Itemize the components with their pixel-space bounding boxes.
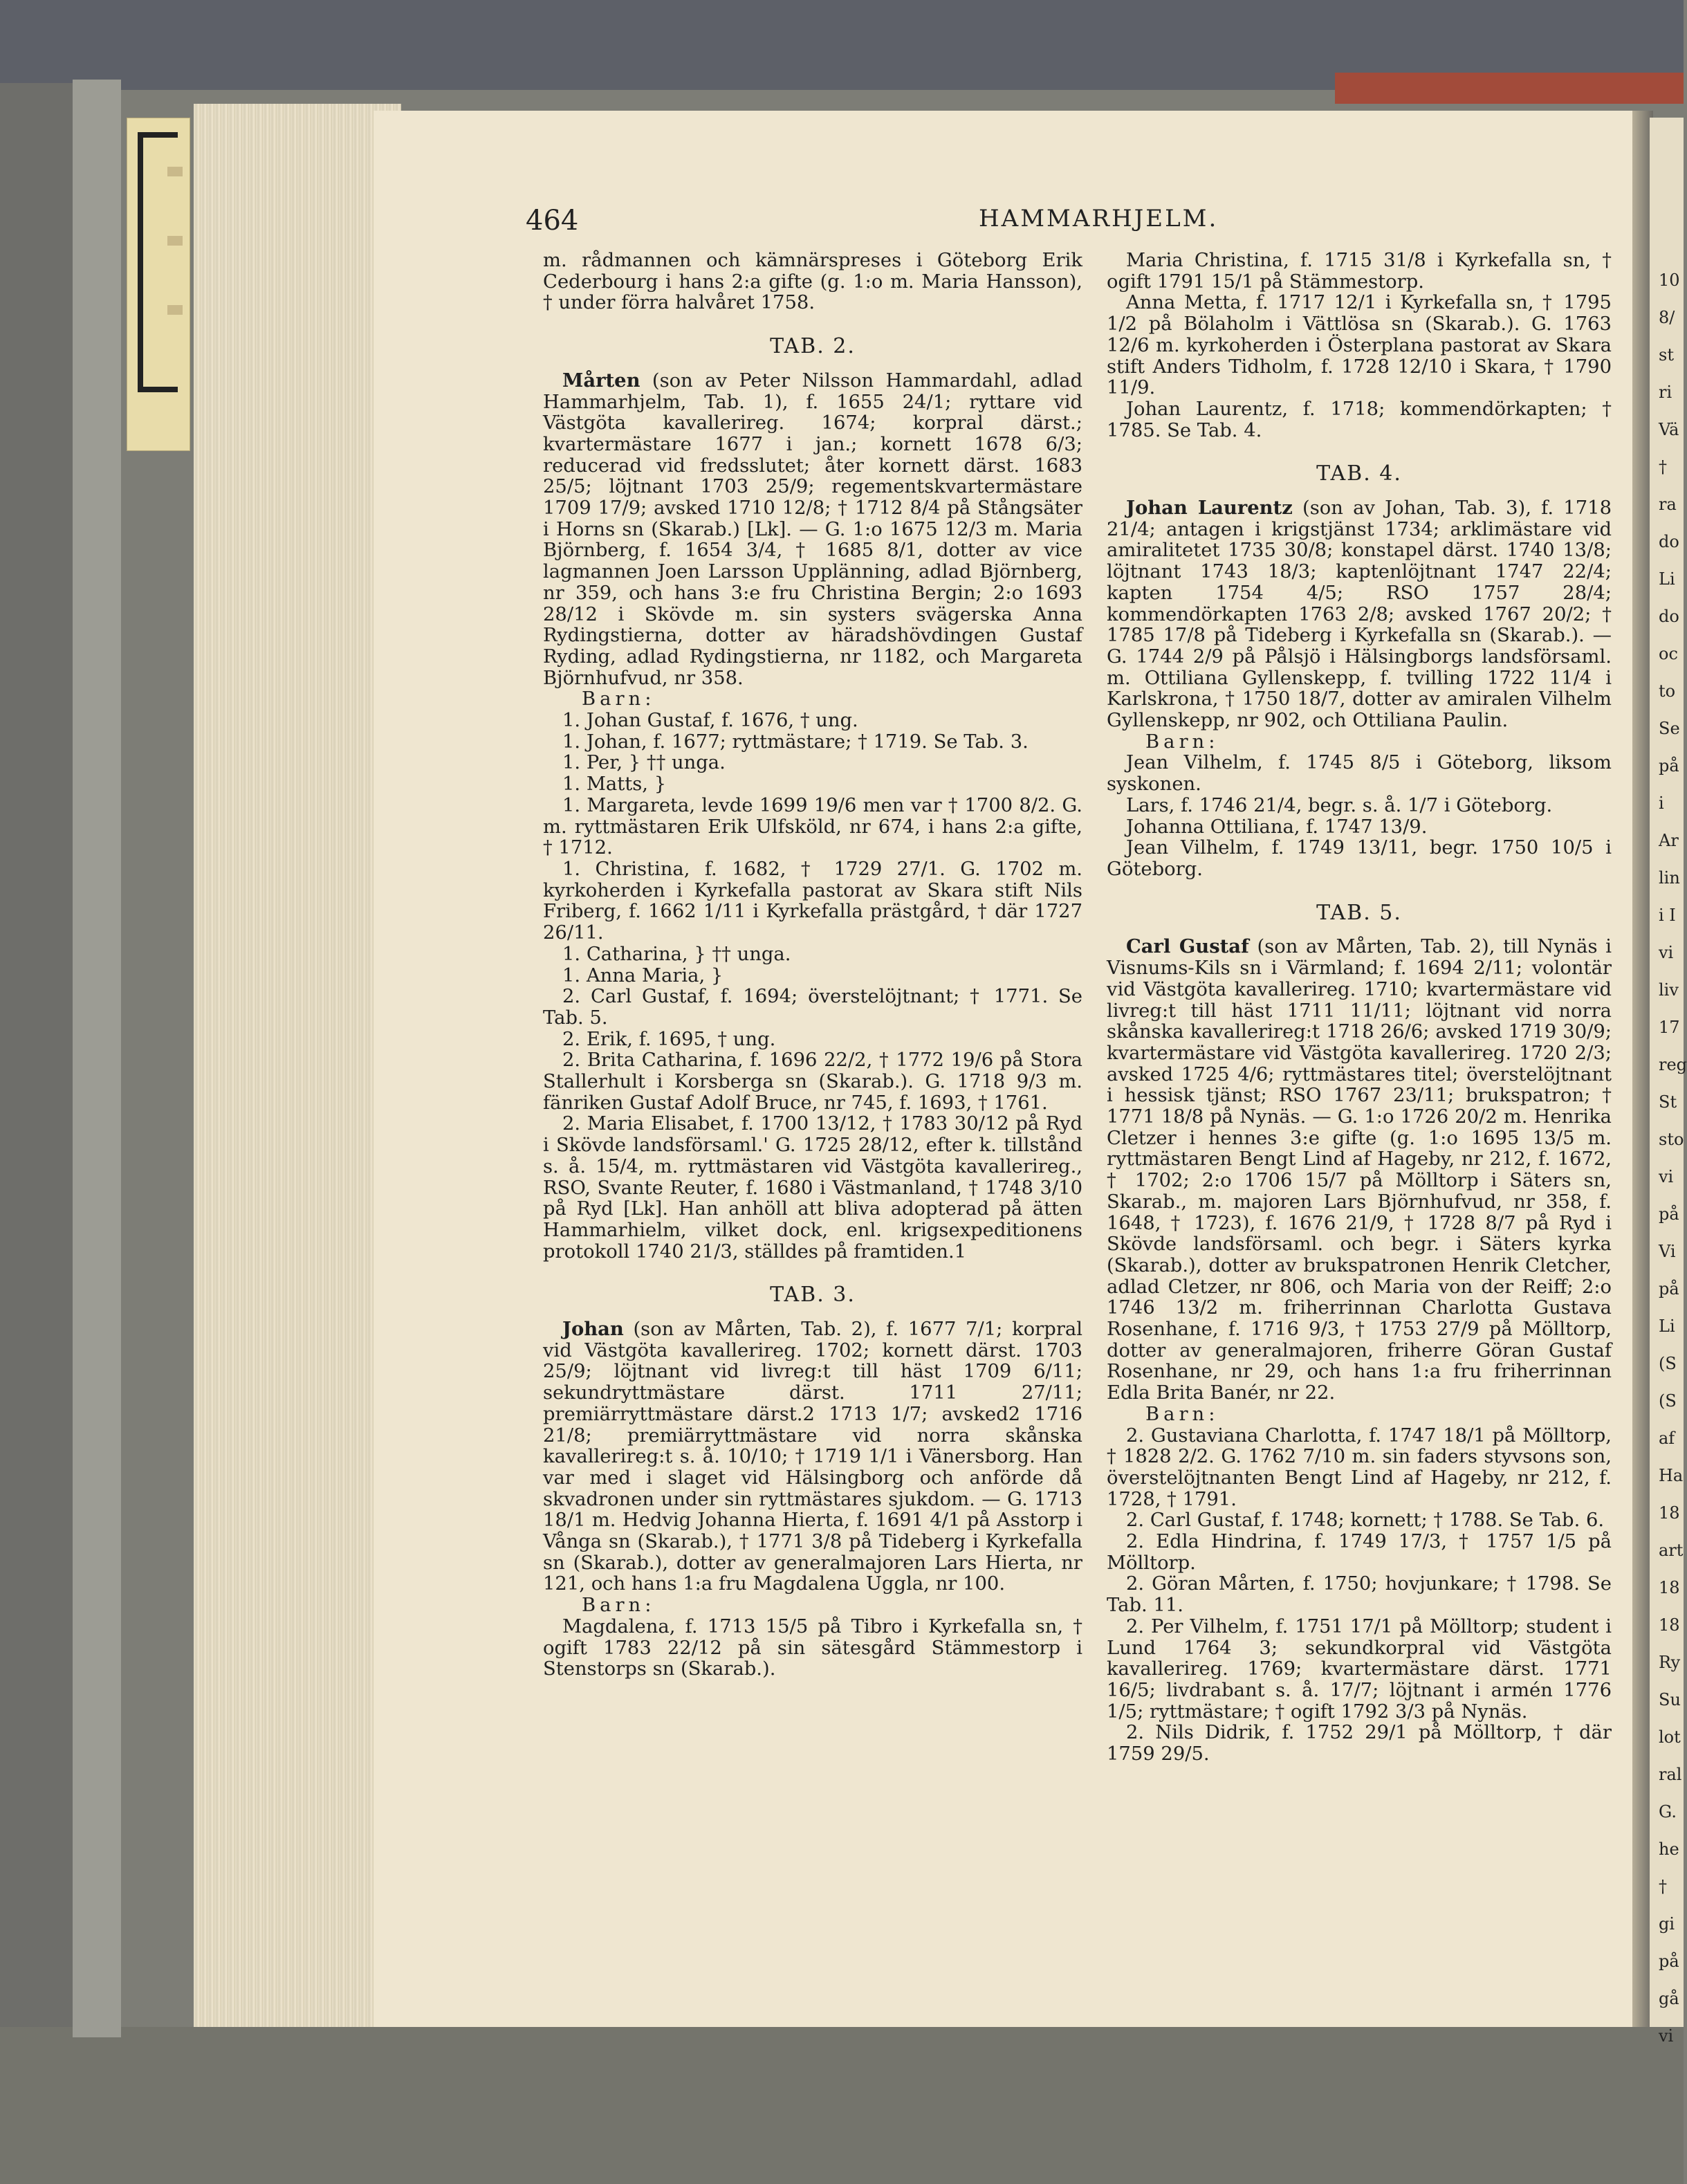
- children-heading: Barn:: [582, 1595, 656, 1617]
- next-page-fragment: vi: [1659, 943, 1674, 962]
- next-page-fragment: ri: [1659, 383, 1672, 402]
- child-entry: Lars, f. 1746 21/4, begr. s. å. 1/7 i Göteborg.: [1126, 794, 1553, 816]
- next-page-fragment: Vi: [1659, 1242, 1676, 1261]
- entry-name: Johan Laurentz: [1126, 497, 1293, 520]
- bookmark-line: [167, 236, 183, 246]
- child-entry: 1. Catharina, } †† unga.: [562, 943, 791, 965]
- child-entry: Magdalena, f. 1713 15/5 på Tibro i Kyrkefalla sn, † ogift 1783 22/12 på sin sätesgård Stämmestorp i Stenstorps sn (Skarab.).: [543, 1615, 1082, 1680]
- child-entry: 2. Göran Mårten, f. 1750; hovjunkare; † 1798. Se Tab. 11.: [1107, 1573, 1612, 1617]
- bookmark-line: [167, 167, 183, 176]
- section-heading: TAB. 2.: [770, 334, 856, 359]
- next-page-fragment: St: [1659, 1092, 1677, 1112]
- child-entry: 1. Johan Gustaf, f. 1676, † ung.: [562, 710, 858, 732]
- next-page-fragment: 18: [1659, 1615, 1680, 1635]
- next-page-fragment: 18: [1659, 1503, 1680, 1523]
- child-entry: 1. Margareta, levde 1699 19/6 men var † 1700 8/2. G. m. ryttmästaren Erik Ulfsköld, nr 674, i hans 2:a gifte, † 1712.: [543, 794, 1082, 859]
- next-page-fragment: på: [1659, 1204, 1679, 1224]
- cover-strip: [1335, 73, 1684, 104]
- page-edges: [194, 104, 401, 2027]
- child-entry: 2. Gustaviana Charlotta, f. 1747 18/1 på Mölltorp, † 1828 2/2. G. 1762 7/10 m. sin faders styvsons son, överstelöjtnanten Bengt Lind af Hageby, nr 212, f. 1728, † 1791.: [1107, 1424, 1612, 1510]
- next-page-fragment: 10: [1659, 270, 1680, 290]
- next-page-fragment: art: [1659, 1541, 1684, 1560]
- entry-name: Mårten: [562, 369, 640, 392]
- child-entry: 1. Matts, }: [562, 773, 667, 796]
- entry-name: Johan: [562, 1318, 624, 1341]
- next-page-fragment: ral: [1659, 1765, 1682, 1784]
- next-page-fragment: Ar: [1659, 831, 1679, 850]
- next-page-fragment: Se: [1659, 719, 1680, 738]
- next-page-fragment: lin: [1659, 868, 1680, 888]
- children-heading: Barn:: [582, 688, 656, 710]
- next-page-fragment: Su: [1659, 1690, 1681, 1709]
- child-entry: 1. Per, } †† unga.: [562, 752, 726, 774]
- next-page-fragment: af: [1659, 1429, 1675, 1448]
- background-left: [0, 83, 83, 2117]
- next-page-fragment: oc: [1659, 644, 1678, 663]
- page-number: 464: [526, 205, 579, 237]
- next-page-fragment: st: [1659, 345, 1674, 365]
- paragraph: Carl Gustaf (son av Mårten, Tab. 2), till Nynäs i Visnums-Kils sn i Värmland; f. 1694 2/11; volontär vid Västgöta kavallerireg. 1710; kvartermästare vid livreg:t till häst 1711 11/11; löjtnant vid norra skånska kavallerireg:t 1718 26/6; avsked 1719 30/9; kvartermästare vid Västgöta kavallerireg. 1720 2/3; avsked 1725 4/6; ryttmästares titel; överstelöjtnant i hessisk tjänst; RSO 1767 23/11; brukspatron; † 1771 18/8 på Nynäs. — G. 1:o 1726 20/2 m. Henrika Cletzer i hennes 3:e gifte (g. 1:o 1695 13/5 m. ryttmästaren Bengt Lind af Hageby, nr 212, f. 1672, † 1702; 2:o 1706 15/7 på Mölltorp i Säters sn, Skarab., m. majoren Lars Björnhufvud, nr 358, f. 1648, † 1723), f. 1676 21/9, † 1728 8/7 på Ryd i Skövde landsförsaml. och begr. i Säters kyrka (Skarab.), dotter av brukspatronen Henrik Cletcher, adlad Cletzer, nr 806, och Maria von der Reiff; 2:o 1746 13/2 m. friherrinnan Charlotta Gustava Rosenhane, f. 1716 9/3, † 1753 27/9 på Mölltorp, dotter av generalmajoren, friherre Göran Gustaf Rosenhane, nr 29, och hans 1:a fru friherrinnan Edla Brita Banér, nr 22.: [1107, 935, 1612, 1404]
- next-page-fragment: Li: [1659, 1316, 1675, 1336]
- right-column: [1107, 250, 1612, 1765]
- child-entry: 1. Johan, f. 1677; ryttmästare; † 1719. Se Tab. 3.: [562, 731, 1029, 753]
- child-entry: 2. Nils Didrik, f. 1752 29/1 på Mölltorp, † där 1759 29/5.: [1107, 1722, 1612, 1765]
- section-heading: TAB. 3.: [770, 1283, 856, 1307]
- next-page-fragment: reg: [1659, 1055, 1687, 1074]
- next-page-fragment: på: [1659, 1279, 1679, 1299]
- child-entry: Johan Laurentz, f. 1718; kommendörkapten; † 1785. Se Tab. 4.: [1107, 398, 1612, 441]
- next-page-fragment: to: [1659, 681, 1676, 701]
- paragraph: Johan Laurentz (son av Johan, Tab. 3), f. 1718 21/4; antagen i krigstjänst 1734; arklimästare vid amiralitetet 1735 30/8; konstapel därst. 1740 13/8; löjtnant 1743 18/3; kaptenlöjtnant 1747 22/4; kapten 1754 4/5; RSO 1757 28/4; kommendörkapten 1763 2/8; avsked 1767 20/2; † 1785 17/8 på Tideberg i Kyrkefalla sn (Skarab.). — G. 1744 2/9 på Pålsjö i Hälsingborgs landsförsaml. m. Ottiliana Gyllenskepp, f. tvilling 1722 11/4 i Karlskrona, † 1750 18/7, dotter av amiralen Vilhelm Gyllenskepp, nr 902, och Ottiliana Paulin.: [1107, 497, 1612, 732]
- next-page-fragment: på: [1659, 756, 1679, 776]
- child-entry: 1. Anna Maria, }: [562, 964, 723, 987]
- child-entry: Johanna Ottiliana, f. 1747 13/9.: [1126, 816, 1428, 838]
- entry-name: Carl Gustaf: [1126, 935, 1249, 958]
- next-page-fragment: 18: [1659, 1578, 1680, 1597]
- child-entry: 2. Carl Gustaf, f. 1748; kornett; † 1788. Se Tab. 6.: [1126, 1509, 1605, 1532]
- next-page-fragment: lot: [1659, 1727, 1681, 1747]
- child-entry: Anna Metta, f. 1717 12/1 i Kyrkefalla sn, † 1795 1/2 på Bölaholm i Vättlösa sn (Skarab.). G. 1763 12/6 m. kyrkoherden i Österplana pastorat av Skara stift Anders Tidholm, f. 1728 12/10 i Skara, † 1790 11/9.: [1107, 292, 1612, 399]
- next-page-fragment: (S: [1659, 1354, 1677, 1373]
- child-entry: 2. Carl Gustaf, f. 1694; överstelöjtnant; † 1771. Se Tab. 5.: [543, 986, 1082, 1029]
- next-page-fragment: på: [1659, 1952, 1679, 1971]
- child-entry: 2. Edla Hindrina, f. 1749 17/3, † 1757 1/5 på Mölltorp.: [1107, 1531, 1612, 1574]
- left-column: [543, 250, 1082, 1680]
- next-page-fragment: sto: [1659, 1130, 1684, 1149]
- next-page-fragment: G.: [1659, 1802, 1677, 1821]
- next-page-fragment: gi: [1659, 1914, 1675, 1934]
- next-page-fragment: Li: [1659, 569, 1675, 589]
- child-entry: Jean Vilhelm, f. 1745 8/5 i Göteborg, liksom syskonen.: [1107, 752, 1612, 796]
- next-page-fragment: vi: [1659, 2026, 1674, 2046]
- child-entry: 2. Erik, f. 1695, † ung.: [562, 1028, 776, 1050]
- paragraph: m. rådmannen och kämnärspreses i Göteborg Erik Cederbourg i hans 2:a gifte (g. 1:o m. Maria Hansson), † under förra halvåret 1758.: [543, 250, 1082, 314]
- paragraph: Johan (son av Mårten, Tab. 2), f. 1677 7/1; korpral vid Västgöta kavallerireg. 1702; kornett därst. 1703 25/9; löjtnant vid livreg:t till häst 1709 6/11; sekundryttmästare därst. 1711 27/11; premiärryttmästare därst.2 1713 1/7; avsked2 1716 21/8; premiärryttmästare vid norra skånska kavallerireg:t s. å. 10/10; † 1719 1/1 i Vänersborg. Han var med i slaget vid Hälsingborg och anförde då skvadronen under sin ryttmästares sjukdom. — G. 1713 18/1 m. Hedvig Johanna Hierta, f. 1691 4/1 på Asstorp i Vånga sn (Skarab.), † 1771 3/8 på Tideberg i Kyrkefalla sn (Skarab.), dotter av generalmajoren Lars Hierta, nr 121, och hans 1:a fru Magdalena Uggla, nr 100.: [543, 1318, 1082, 1595]
- next-page-fragment: vi: [1659, 1167, 1674, 1186]
- bookmark-tab: [127, 118, 190, 451]
- paragraph: Mårten (son av Peter Nilsson Hammardahl, adlad Hammarhjelm, Tab. 1), f. 1655 24/1; ryttare vid Västgöta kavallerireg. 1674; korpral därst.; kvartermästare 1677 i jan.; kornett 1678 6/3; reducerad vid fredsslutet; åter kornett därst. 1683 25/5; löjtnant 1703 25/9; regementskvartermästare 1709 17/9; avsked 1710 12/8; † 1712 8/4 på Stångsäter i Horns sn (Skarab.) [Lk]. — G. 1:o 1675 12/3 m. Maria Björnberg, f. 1654 3/4, † 1685 8/1, dotter av vice lagmannen Joen Larsson Upplänning, adlad Björnberg, nr 359, och hans 3:e fru Christina Bergin; 2:o 1693 28/12 i Skövde m. sin systers svägerska Anna Rydingstierna, dotter av häradshövdingen Gustaf Ryding, adlad Rydingstierna, nr 1182, och Margareta Björnhufvud, nr 358.: [543, 369, 1082, 689]
- next-page-fragment: i I: [1659, 906, 1676, 925]
- running-title: HAMMARHJELM.: [979, 205, 1219, 232]
- next-page-fragment: ra: [1659, 495, 1677, 514]
- next-page-fragment: †: [1659, 457, 1667, 477]
- next-page-fragment: Ha: [1659, 1466, 1684, 1485]
- child-entry: 2. Maria Elisabet, f. 1700 13/12, † 1783 30/12 på Ryd i Skövde landsförsaml.' G. 1725 28/12, efter k. tillstånd s. å. 15/4, m. ryttmästaren vid Västgöta kavallerireg., RSO, Svante Reuter, f. 1680 i Västmanland, † 1748 3/10 på Ryd [Lk]. Han anhöll att bliva adopterad på ätten Hammarhielm, vilket dock, enl. krigsexpeditionens protokoll 1740 21/3, ställdes på framtiden.1: [543, 1113, 1082, 1263]
- next-page-fragment: 8/: [1659, 308, 1675, 327]
- next-page-fragment: i: [1659, 793, 1664, 813]
- next-page-fragment: he: [1659, 1839, 1679, 1859]
- children-heading: Barn:: [1145, 731, 1219, 753]
- child-entry: Jean Vilhelm, f. 1749 13/11, begr. 1750 10/5 i Göteborg.: [1107, 837, 1612, 880]
- next-page-fragment: Vä: [1659, 420, 1679, 439]
- book-cover-edge: [73, 80, 121, 2037]
- section-heading: TAB. 4.: [1316, 461, 1402, 486]
- section-heading: TAB. 5.: [1316, 900, 1402, 925]
- next-page-fragment: gå: [1659, 1989, 1679, 2008]
- child-entry: 1. Christina, f. 1682, † 1729 27/1. G. 1702 m. kyrkoherden i Kyrkefalla pastorat av Skara stift Nils Friberg, f. 1662 1/11 i Kyrkefalla prästgård, † där 1727 26/11.: [543, 858, 1082, 944]
- next-page-fragment: liv: [1659, 980, 1679, 1000]
- next-page-fragment: †: [1659, 1877, 1667, 1896]
- next-page-fragment: Ry: [1659, 1653, 1681, 1672]
- next-page-fragment: (S: [1659, 1391, 1677, 1411]
- next-page-fragment: 17: [1659, 1018, 1680, 1037]
- children-heading: Barn:: [1145, 1403, 1219, 1425]
- next-page-fragment: do: [1659, 532, 1679, 551]
- child-entry: Maria Christina, f. 1715 31/8 i Kyrkefalla sn, † ogift 1791 15/1 på Stämmestorp.: [1107, 250, 1612, 293]
- bookmark-line: [167, 305, 183, 315]
- background-bottom: [0, 2027, 1684, 2184]
- child-entry: 2. Brita Catharina, f. 1696 22/2, † 1772 19/6 på Stora Stallerhult i Korsberga sn (Skarab.). G. 1718 9/3 m. fänriken Gustaf Adolf Bruce, nr 745, f. 1693, † 1761.: [543, 1049, 1082, 1114]
- next-page-fragment: do: [1659, 607, 1679, 626]
- child-entry: 2. Per Vilhelm, f. 1751 17/1 på Mölltorp; student i Lund 1764 3; sekundkorpral vid Västgöta kavallerireg. 1769; kvartermästare därst. 1771 16/5; livdrabant s. å. 17/7; löjtnant i armén 1776 1/5; ryttmästare; † ogift 1792 3/3 på Nynäs.: [1107, 1615, 1612, 1723]
